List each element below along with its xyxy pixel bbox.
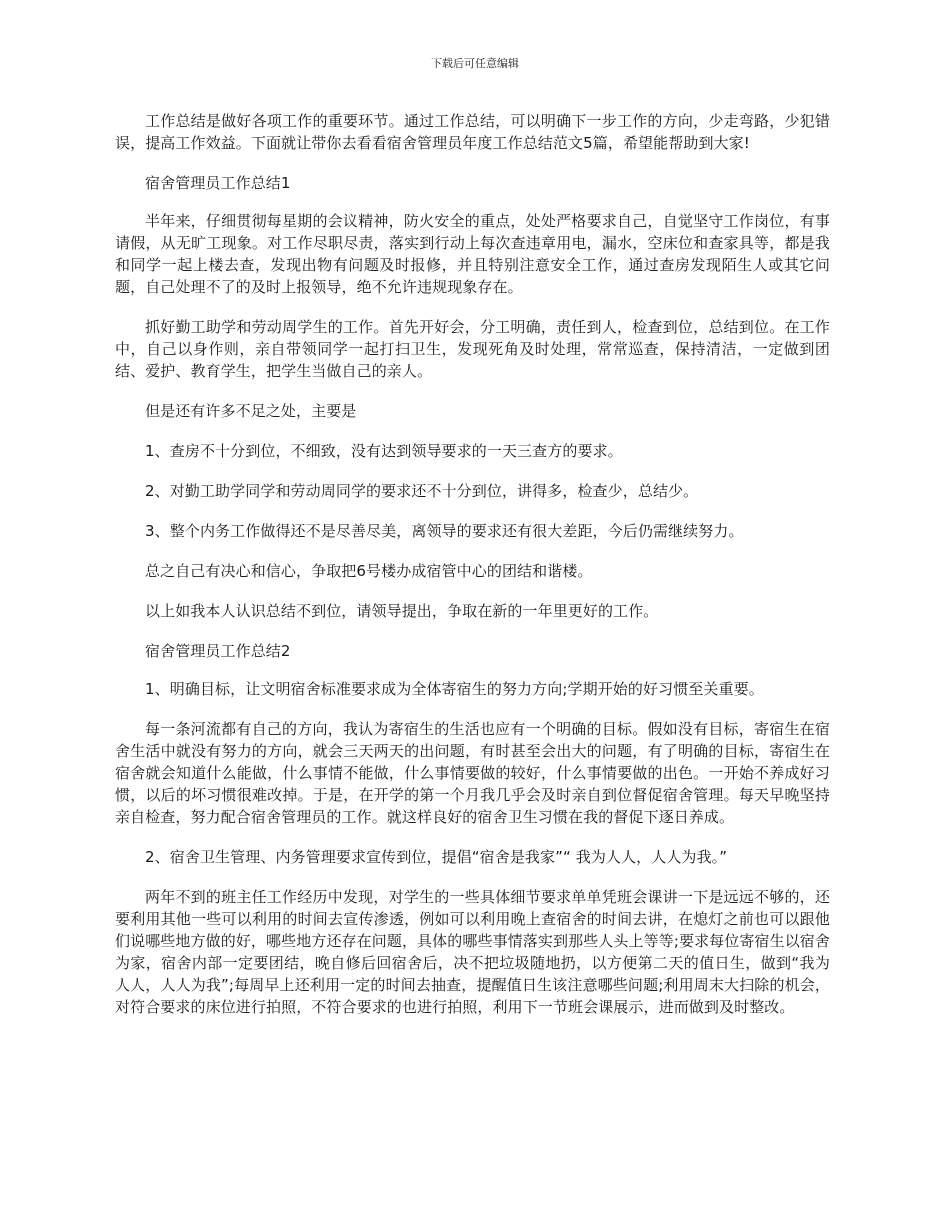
list-item: 1、明确目标，让文明宿舍标准要求成为全体寄宿生的努力方向;学期开始的好习惯至关重要。 [145, 680, 764, 698]
body-paragraph: 每一条河流都有自己的方向，我认为寄宿生的生活也应有一个明确的目标。假如没有目标，寄宿生在宿舍生活中就没有努力的方向，就会三天两天的出问题，有时甚至会出大的问题，有了明确的目标，寄宿生在宿舍就会知道什么能做，什么事情不能做，什么事情要做的较好，什么事情要做的出色。一开始不养成好习惯，以后的坏习惯很难改掉。于是，在开学的第一个月我几乎会及时亲自到位督促宿舍管理。每天早晚坚持亲自检查，努力配合宿舍管理员的工作。就这样良好的宿舍卫生习惯在我的督促下逐日养成。 [115, 720, 830, 826]
body-paragraph: 总之自己有决心和信心，争取把6号楼办成宿管中心的团结和谐楼。 [145, 562, 593, 580]
section-heading-1: 宿舍管理员工作总结1 [145, 174, 291, 192]
body-paragraph: 半年来，仔细贯彻每星期的会议精神，防火安全的重点，处处严格要求自己，自觉坚守工作岗位，有事请假，从无旷工现象。对工作尽职尽责，落实到行动上每次查违章用电，漏水，空床位和查家具等，都是我和同学一起上楼去查，发现出物有问题及时报修，并且特别注意安全工作，通过查房发现陌生人或其它问题，自己处理不了的及时上报领导，绝不允许违规现象存在。 [115, 212, 830, 296]
page-header: 下载后可任意编辑 [431, 57, 519, 70]
list-item: 2、宿舍卫生管理、内务管理要求宣传到位，提倡“宿舍是我家”“ 我为人人，人人为我。” [145, 848, 728, 866]
body-paragraph: 抓好勤工助学和劳动周学生的工作。首先开好会，分工明确，责任到人，检查到位，总结到位。在工作中，自己以身作则，亲自带领同学一起打扫卫生，发现死角及时处理，常常巡查，保持清洁，一定做到团结、爱护、教育学生，把学生当做自己的亲人。 [115, 318, 830, 380]
list-item: 3、整个内务工作做得还不是尽善尽美，离领导的要求还有很大差距，今后仍需继续努力。 [145, 522, 744, 540]
intro-paragraph: 工作总结是做好各项工作的重要环节。通过工作总结，可以明确下一步工作的方向，少走弯路，少犯错误，提高工作效益。下面就让带你去看看宿舍管理员年度工作总结范文5篇，希望能帮助到大家! [115, 112, 830, 152]
body-paragraph: 以上如我本人认识总结不到位，请领导提出，争取在新的一年里更好的工作。 [145, 602, 659, 620]
list-item: 2、对勤工助学同学和劳动周同学的要求还不十分到位，讲得多，检查少，总结少。 [145, 482, 699, 500]
document-body [115, 110, 830, 1036]
body-paragraph: 但是还有许多不足之处，主要是 [145, 402, 357, 420]
list-item: 1、查房不十分到位，不细致，没有达到领导要求的一天三查方的要求。 [145, 442, 623, 460]
section-heading-2: 宿舍管理员工作总结2 [145, 642, 291, 660]
body-paragraph: 两年不到的班主任工作经历中发现，对学生的一些具体细节要求单单凭班会课讲一下是远远不够的，还要利用其他一些可以利用的时间去宣传渗透，例如可以利用晚上查宿舍的时间去讲，在熄灯之前也可以跟他们说哪些地方做的好，哪些地方还存在问题，具体的哪些事情落实到那些人头上等等;要求每位寄宿生以宿舍为家，宿舍内部一定要团结，晚自修后回宿舍后，决不把垃圾随地扔，以方便第二天的值日生，做到“我为人人，人人为我”;每周早上还利用一定的时间去抽查，提醒值日生该注意哪些问题;利用周末大扫除的机会，对符合要求的床位进行拍照，不符合要求的也进行拍照，利用下一节班会课展示，进而做到及时整改。 [115, 888, 830, 1016]
